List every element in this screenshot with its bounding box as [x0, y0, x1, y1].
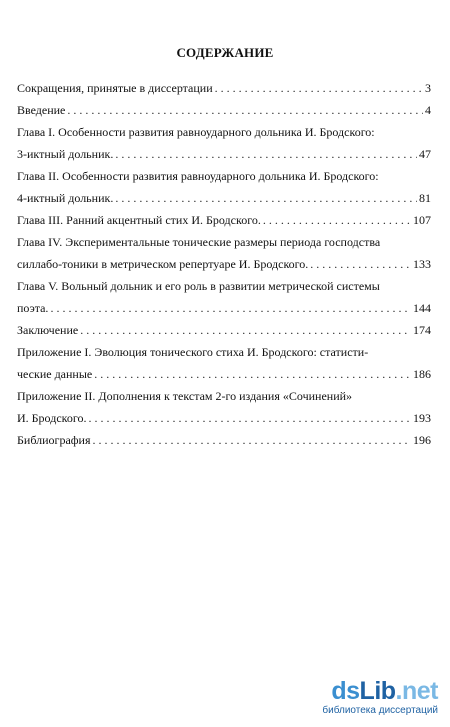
toc-entry-title: Заключение	[17, 323, 79, 337]
dslib-logo	[314, 677, 438, 705]
toc-entry-line	[17, 385, 431, 407]
toc-entry-title: ческие данные	[17, 367, 93, 381]
toc-entry	[17, 165, 431, 209]
toc-entry	[17, 77, 431, 99]
toc-page-number: 47	[419, 147, 431, 161]
toc-entry-line	[17, 429, 431, 451]
toc-entry-title: Глава II. Особенности развития равноударного дольника И. Бродского:	[17, 169, 379, 183]
dot-leader	[115, 143, 417, 165]
toc-entry	[17, 341, 431, 385]
toc-page-number: 186	[413, 367, 431, 381]
toc-entry-title: И. Бродского.	[17, 411, 87, 425]
toc-entry-title: 4-иктный дольник.	[17, 191, 114, 205]
toc-page-number: 174	[413, 323, 431, 337]
toc-entry	[17, 231, 431, 275]
toc-entry	[17, 385, 431, 429]
toc-page-number: 4	[425, 103, 431, 117]
dot-leader	[67, 99, 423, 121]
logo-ds: ds	[331, 677, 360, 705]
toc-page-number: 107	[413, 213, 431, 227]
toc-entry-line	[17, 231, 431, 253]
toc-entry-title: Глава IV. Экспериментальные тонические размеры периода господства	[17, 235, 381, 249]
logo-lib: Lib	[359, 677, 396, 705]
toc-entry	[17, 121, 431, 165]
dot-leader	[94, 363, 411, 385]
toc-page-number: 81	[419, 191, 431, 205]
dot-leader	[50, 297, 411, 319]
toc-page-number: 3	[425, 81, 431, 95]
toc-entry-title: поэта.	[17, 301, 49, 315]
table-of-contents	[17, 77, 431, 451]
toc-page-number: 193	[413, 411, 431, 425]
toc-entry-title: Введение	[17, 103, 66, 117]
dot-leader	[215, 77, 423, 99]
dot-leader	[310, 253, 411, 275]
toc-entry-title: Сокращения, принятые в диссертации	[17, 81, 213, 95]
toc-entry-title: Глава I. Особенности развития равноударного дольника И. Бродского:	[17, 125, 375, 139]
dot-leader	[93, 429, 412, 451]
toc-entry-title: Глава V. Вольный дольник и его роль в развитии метрической системы	[17, 279, 380, 293]
toc-entry	[17, 209, 431, 231]
dot-leader	[89, 407, 412, 429]
contents-heading: СОДЕРЖАНИЕ	[176, 45, 274, 60]
toc-entry-line	[17, 319, 431, 341]
dot-leader	[263, 209, 411, 231]
toc-entry-line	[17, 363, 431, 385]
toc-entry-line	[17, 121, 431, 143]
toc-entry-title: Приложение I. Эволюция тонического стиха И. Бродского: статисти-	[17, 345, 369, 359]
toc-entry-title: Глава III. Ранний акцентный стих И. Бродского.	[17, 213, 261, 227]
toc-entry-line	[17, 341, 431, 363]
toc-entry-title: Приложение II. Дополнения к текстам 2-го издания «Сочинений»	[17, 389, 353, 403]
logo-tagline: библиотека диссертаций	[322, 705, 438, 716]
toc-entry	[17, 429, 431, 451]
toc-entry-title: силлабо-тоники в метрическом репертуаре И. Бродского.	[17, 257, 309, 271]
toc-entry-line	[17, 187, 431, 209]
dot-leader	[115, 187, 417, 209]
toc-entry-line	[17, 275, 431, 297]
toc-page-number: 144	[413, 301, 431, 315]
toc-entry-line	[17, 407, 431, 429]
dslib-watermark	[314, 677, 438, 721]
toc-entry	[17, 275, 431, 319]
toc-entry-line	[17, 99, 431, 121]
toc-entry-line	[17, 209, 431, 231]
toc-entry-title: 3-иктный дольник.	[17, 147, 114, 161]
toc-entry-line	[17, 297, 431, 319]
toc-entry-line	[17, 143, 431, 165]
toc-entry-line	[17, 165, 431, 187]
logo-net: .net	[395, 677, 438, 705]
toc-entry	[17, 99, 431, 121]
toc-entry-line	[17, 77, 431, 99]
toc-page-number: 196	[413, 433, 431, 447]
toc-page-number: 133	[413, 257, 431, 271]
toc-entry	[17, 319, 431, 341]
dot-leader	[80, 319, 411, 341]
toc-entry-line	[17, 253, 431, 275]
toc-entry-title: Библиография	[17, 433, 91, 447]
